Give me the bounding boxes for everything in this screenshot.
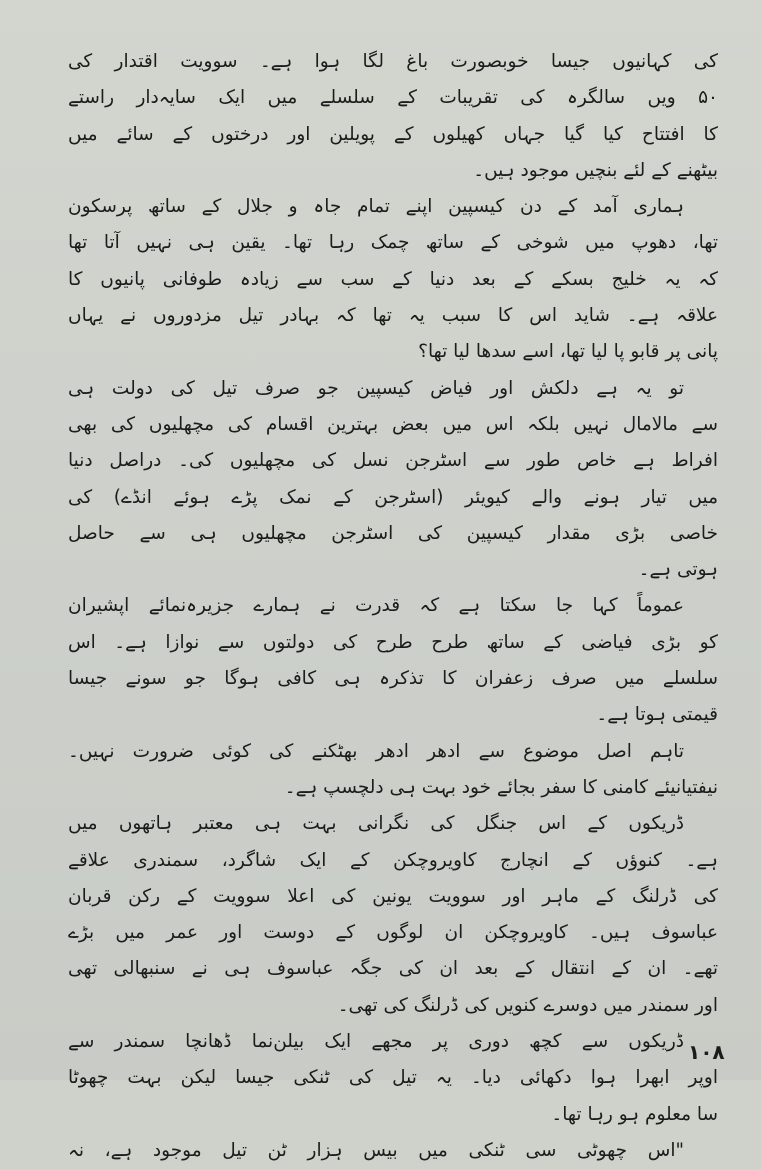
text-line: ڈریکوں سے کچھ دوری پر مجھے ایک بیلن‌نما ڈھانچا سمندر سے [68,1031,684,1053]
text-line: میں تیار ہونے والے کیویئر (اسٹرجن کے نمک پڑے ہوئے انڈے) کی [68,486,718,508]
text-line: کی ڈرلنگ کے ماہر اور سوویت یونین کی اعلا سوویت کے رکن قربان [68,885,718,907]
paragraph [68,189,718,370]
text-line: ۵۰ ویں سالگرہ کی تقریبات کے سلسلے میں ایک سایہ‌دار راستے [68,87,718,109]
paragraph [68,1133,718,1169]
page-number: ۱۰۸ [688,1040,725,1064]
text-line: کی کہانیوں جیسا خوبصورت باغ لگا ہوا ہے۔ سوویت اقتدار کی [68,51,718,72]
text-line: ڈریکوں کے اس جنگل کی نگرانی بہت ہی معتبر ہاتھوں میں [68,813,684,835]
text-line: تو یہ ہے دلکش اور فیاض کیسپین جو صرف تیل کی دولت ہی [68,377,684,399]
text-line: اور سمندر میں دوسرے کنویں کی ڈرلنگ کی تھی۔ [337,994,718,1016]
text-line: عموماً کہا جا سکتا ہے کہ قدرت نے ہمارے جزیرہ‌نمائے اپشیران [68,595,684,617]
text-line: سے مالامال نہیں بلکہ اس میں بعض بہترین اقسام کی مچھلیوں کی بھی [68,413,718,435]
text-line: خاصی بڑی مقدار کیسپین کی اسٹرجن مچھلیوں ہی سے حاصل [68,522,718,544]
paragraph [68,1024,718,1133]
text-line: تھا، دھوپ میں شوخی کے ساتھ چمک رہا تھا۔ یقین ہی نہیں آتا تھا [68,232,718,254]
text-line: نیفتیانیئے کامنی کا سفر بجائے خود بہت ہی دلچسپ ہے۔ [284,776,718,798]
text-line: ہوتی ہے۔ [638,559,718,581]
text-line: تھے۔ ان کے انتقال کے بعد ان کی جگہ عباسوف ہی نے سنبھالی تھی [68,958,718,980]
paragraph [68,44,718,189]
paragraph [68,734,718,807]
text-line: ہے۔ کنوؤں کے انچارج کاویروچکن کے ایک شاگرد، سمندری علاقے [68,849,718,871]
text-line: کا افتتاح کیا گیا جہاں کھیلوں کے پویلین اور درختوں کے سائے میں [68,123,718,145]
text-line: سا معلوم ہو رہا تھا۔ [551,1103,718,1125]
text-line: کو بڑی فیاضی کے ساتھ طرح طرح کی دولتوں سے نوازا ہے۔ اس [68,631,718,653]
paragraph [68,806,718,1024]
text-line: عباسوف ہیں۔ کاویروچکن ان لوگوں کے دوست اور عمر میں بڑے [68,922,718,944]
text-line: پانی پر قابو پا لیا تھا، اسے سدھا لیا تھا؟ [418,341,718,363]
text-line: "اس چھوٹی سی ٹنکی میں بیس ہزار ٹن تیل موجود ہے، نہ [68,1139,684,1161]
text-line: اوپر ابھرا ہوا دکھائی دیا۔ یہ تیل کی ٹنکی جیسا لیکن بہت چھوٹا [68,1067,718,1089]
paragraph [68,371,718,589]
text-line: کہ یہ خلیج بسکے کے بعد دنیا کے سب سے زیادہ طوفانی پانیوں کا [68,268,718,290]
text-line: تاہم اصل موضوع سے ادھر ادھر بھٹکنے کی کوئی ضرورت نہیں۔ [68,740,684,762]
text-line: افراط ہے خاص طور سے اسٹرجن نسل کی مچھلیوں کی۔ دراصل دنیا [68,450,718,472]
text-line: علاقہ ہے۔ شاید اس کا سبب یہ تھا کہ بہادر تیل مزدوروں نے یہاں [68,305,718,327]
text-line: قیمتی ہوتا ہے۔ [596,704,718,726]
paragraph [68,588,718,733]
text-line: بیٹھنے کے لئے بنچیں موجود ہیں۔ [473,159,718,181]
text-line: ہماری آمد کے دن کیسپین اپنے تمام جاہ و جلال کے ساتھ پرسکون [68,196,684,218]
text-line: سلسلے میں صرف زعفران کا تذکرہ ہی کافی ہوگا جو سونے جیسا [68,668,718,690]
body-text [68,44,718,1169]
